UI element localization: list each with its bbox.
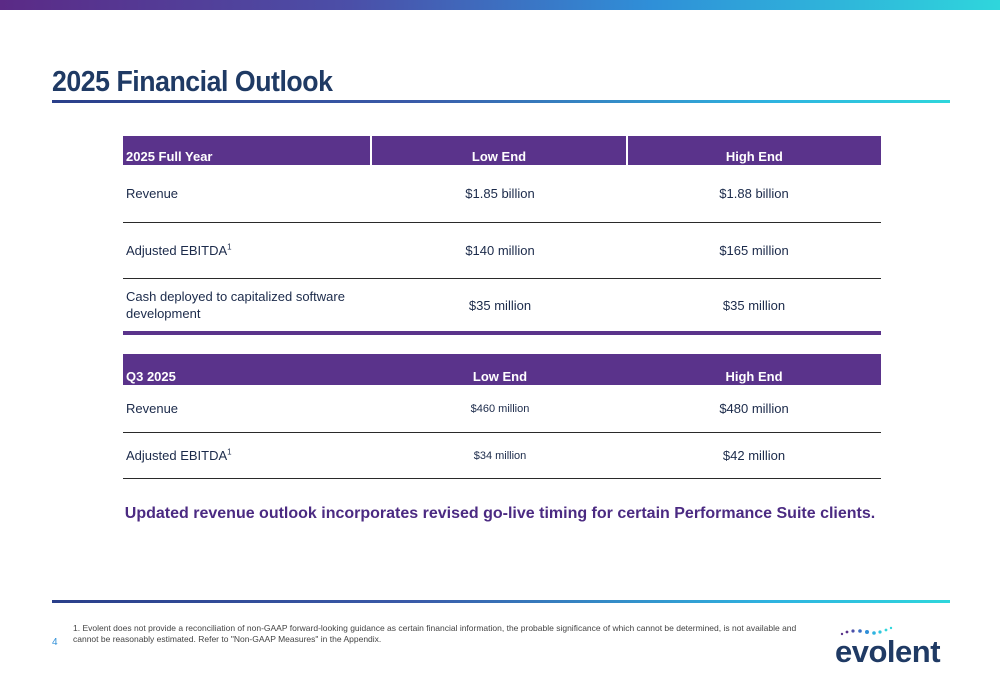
- table-header: [123, 136, 881, 165]
- footnote: 1. Evolent does not provide a reconciliation of non-GAAP forward-looking guidance as certain financial information, the probable significance of which cannot be determined, is not available and cannot be reasonably estimated. Refer to "Non-GAAP Measures" in the Appendix.: [73, 623, 797, 644]
- q3-table: [123, 354, 881, 479]
- evolent-logo: [835, 620, 955, 670]
- header-period: 2025 Full Year: [123, 136, 370, 165]
- row-high-value: $35 million: [722, 297, 786, 313]
- row-label: Revenue: [126, 401, 179, 416]
- row-low-value: $34 million: [473, 449, 527, 462]
- header-high-end: High End: [627, 354, 881, 385]
- row-low-value: $140 million: [465, 243, 535, 258]
- title-divider: [52, 100, 950, 103]
- row-low-value: $460 million: [470, 402, 530, 415]
- table-row: [123, 385, 881, 433]
- table-row: [123, 279, 881, 335]
- table-row: [123, 223, 881, 279]
- table-row: [123, 433, 881, 479]
- row-high-value: $165 million: [719, 243, 789, 258]
- header-low-end: Low End: [373, 354, 627, 385]
- logo-wordmark: evolent: [835, 634, 941, 669]
- row-high-value: $1.88 billion: [719, 186, 789, 201]
- row-low-value: $35 million: [468, 297, 532, 313]
- row-label: Adjusted EBITDA$^1$: [126, 447, 232, 463]
- outlook-note: Updated revenue outlook incorporates revised go-live timing for certain Performance Suite clients.: [124, 505, 876, 522]
- full-year-table: [123, 136, 881, 335]
- footer-divider: [52, 600, 950, 603]
- row-label: Cash deployed to capitalized software development: [126, 289, 345, 321]
- header-low-end: Low End: [372, 136, 625, 165]
- table-header: [123, 354, 881, 385]
- row-label: Revenue: [126, 186, 179, 201]
- header-period: Q3 2025: [123, 354, 373, 385]
- row-high-value: $480 million: [719, 401, 789, 416]
- page-title: 2025 Financial Outlook: [52, 66, 333, 98]
- row-low-value: $1.85 billion: [465, 186, 535, 201]
- header-high-end: High End: [628, 136, 881, 165]
- row-label: Adjusted EBITDA$^1$: [126, 242, 232, 258]
- page-number: 4: [52, 637, 58, 648]
- table-row: [123, 165, 881, 223]
- row-high-value: $42 million: [722, 448, 786, 463]
- top-gradient-bar: [0, 0, 1000, 10]
